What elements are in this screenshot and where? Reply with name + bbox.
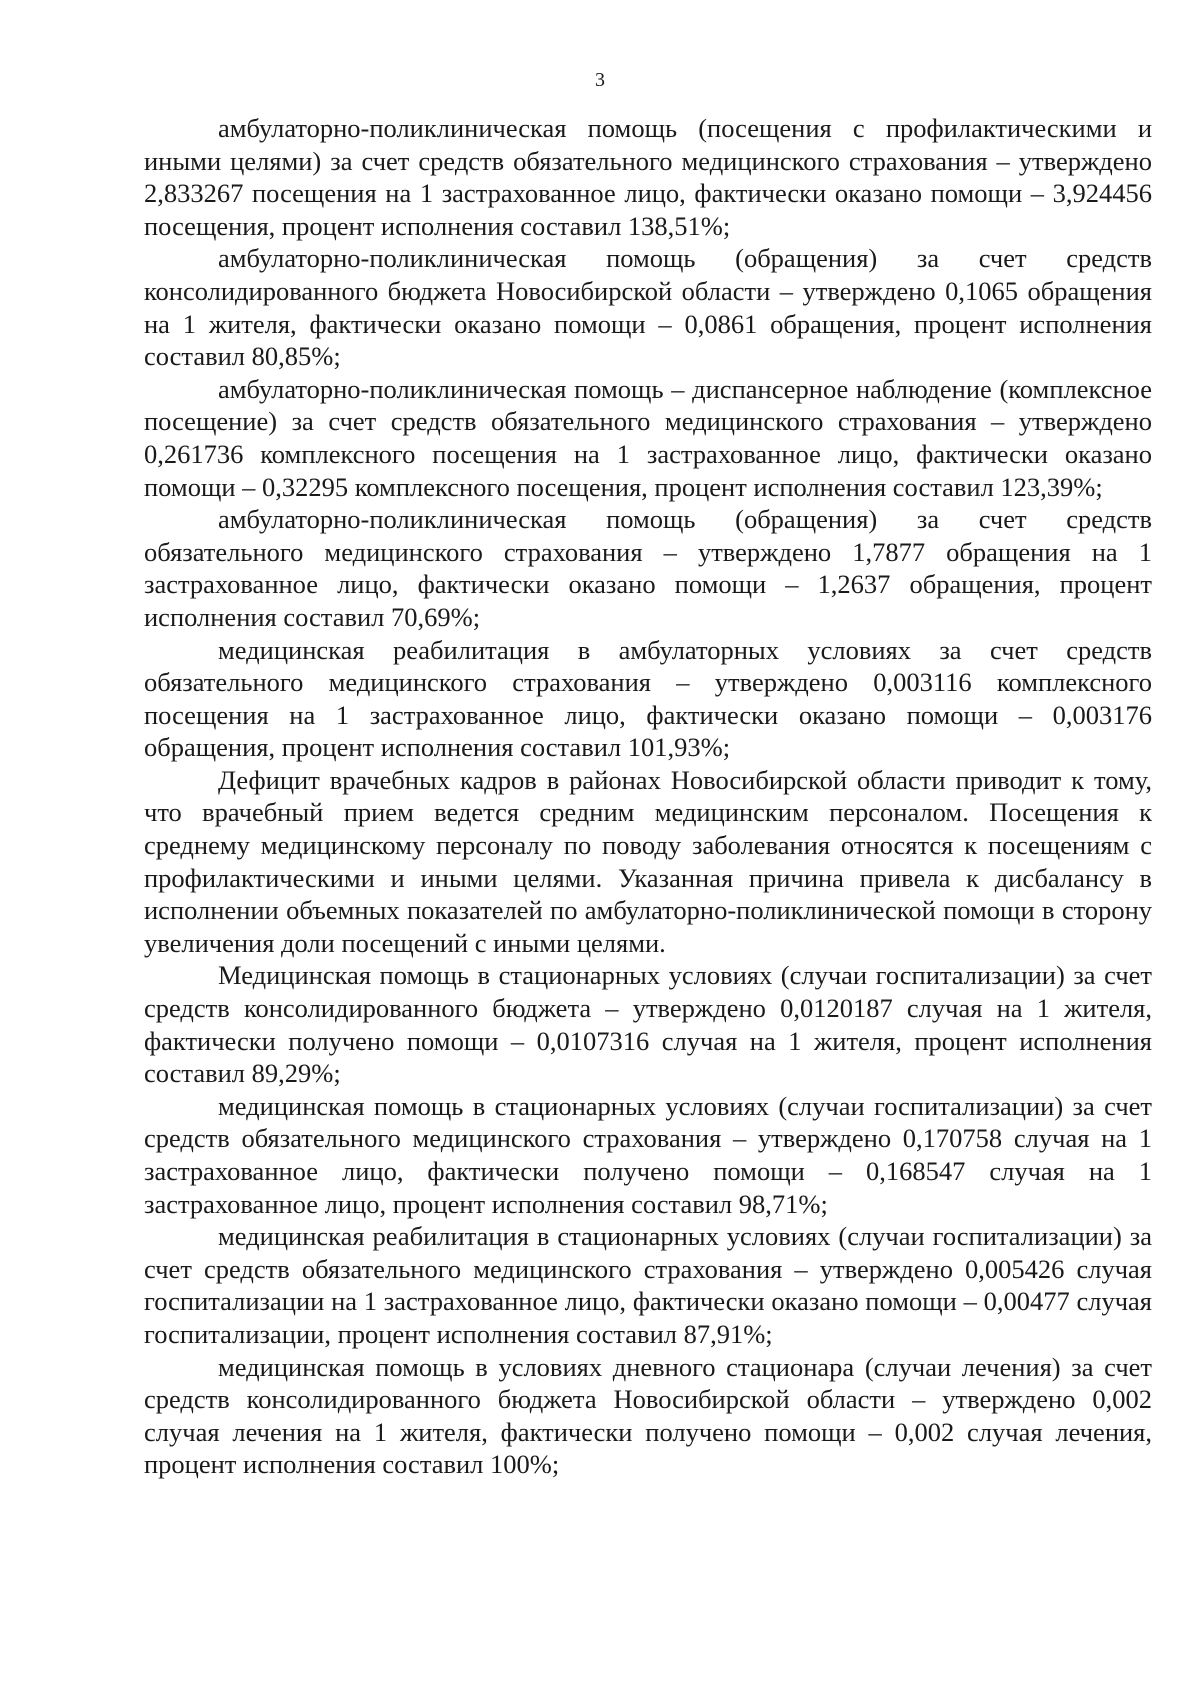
paragraph-staff-deficit: Дефицит врачебных кадров в районах Новосибирской области приводит к тому, что врачебный прием ведется средним медицинским персоналом. Посещения к среднему медицинскому персоналу по поводу заболевания относятся к посещениям с профилактическими и иными целями. Указанная причина привела к дисбалансу в исполнении объемных показателей по амбулаторно-поликлинической помощи в сторону увеличения доли посещений с иными целями. (144, 764, 1152, 958)
paragraph-day-hospital: медицинская помощь в условиях дневного стационара (случаи лечения) за счет средств консолидированного бюджета Новосибирской области – утверждено 0,002 случая лечения на 1 жителя, фактически получено помощи – 0,002 случая лечения, процент исполнения составил 100%; (144, 1351, 1152, 1480)
paragraph-outpatient-appeals-budget: амбулаторно-поликлиническая помощь (обращения) за счет средств консолидированного бюджета Новосибирской области – утверждено 0,1065 обращения на 1 жителя, фактически оказано помощи – 0,0861 обращения, процент исполнения составил 80,85%; (144, 243, 1152, 372)
document-body (144, 112, 1152, 1481)
paragraph-outpatient-rehabilitation: медицинская реабилитация в амбулаторных условиях за счет средств обязательного медицинского страхования – утверждено 0,003116 комплексного посещения на 1 застрахованное лицо, фактически оказано помощи – 0,003176 обращения, процент исполнения составил 101,93%; (144, 634, 1152, 763)
page-number: 3 (595, 69, 605, 91)
paragraph-outpatient-preventive-visits: амбулаторно-поликлиническая помощь (посещения с профилактическими и иными целями) за счет средств обязательного медицинского страхования – утверждено 2,833267 посещения на 1 застрахованное лицо, фактически оказано помощи – 3,924456 посещения, процент исполнения составил 138,51%; (144, 113, 1152, 241)
paragraph-inpatient-budget: Медицинская помощь в стационарных условиях (случаи госпитализации) за счет средств консолидированного бюджета – утверждено 0,0120187 случая на 1 жителя, фактически получено помощи – 0,0107316 случая на 1 жителя, процент исполнения составил 89,29%; (144, 960, 1152, 1089)
paragraph-inpatient-insurance: медицинская помощь в стационарных условиях (случаи госпитализации) за счет средств обязательного медицинского страхования – утверждено 0,170758 случая на 1 застрахованное лицо, фактически получено помощи – 0,168547 случая на 1 застрахованное лицо, процент исполнения составил 98,71%; (144, 1090, 1152, 1219)
paragraph-dispensary-observation: амбулаторно-поликлиническая помощь – диспансерное наблюдение (комплексное посещение) за счет средств обязательного медицинского страхования – утверждено 0,261736 комплексного посещения на 1 застрахованное лицо, фактически оказано помощи – 0,32295 комплексного посещения, процент исполнения составил 123,39%; (144, 373, 1152, 502)
paragraph-outpatient-appeals-insurance: амбулаторно-поликлиническая помощь (обращения) за счет средств обязательного медицинского страхования – утверждено 1,7877 обращения на 1 застрахованное лицо, фактически оказано помощи – 1,2637 обращения, процент исполнения составил 70,69%; (144, 504, 1152, 632)
paragraph-inpatient-rehabilitation: медицинская реабилитация в стационарных условиях (случаи госпитализации) за счет средств обязательного медицинского страхования – утверждено 0,005426 случая госпитализации на 1 застрахованное лицо, фактически оказано помощи – 0,00477 случая госпитализации, процент исполнения составил 87,91%; (144, 1221, 1152, 1349)
